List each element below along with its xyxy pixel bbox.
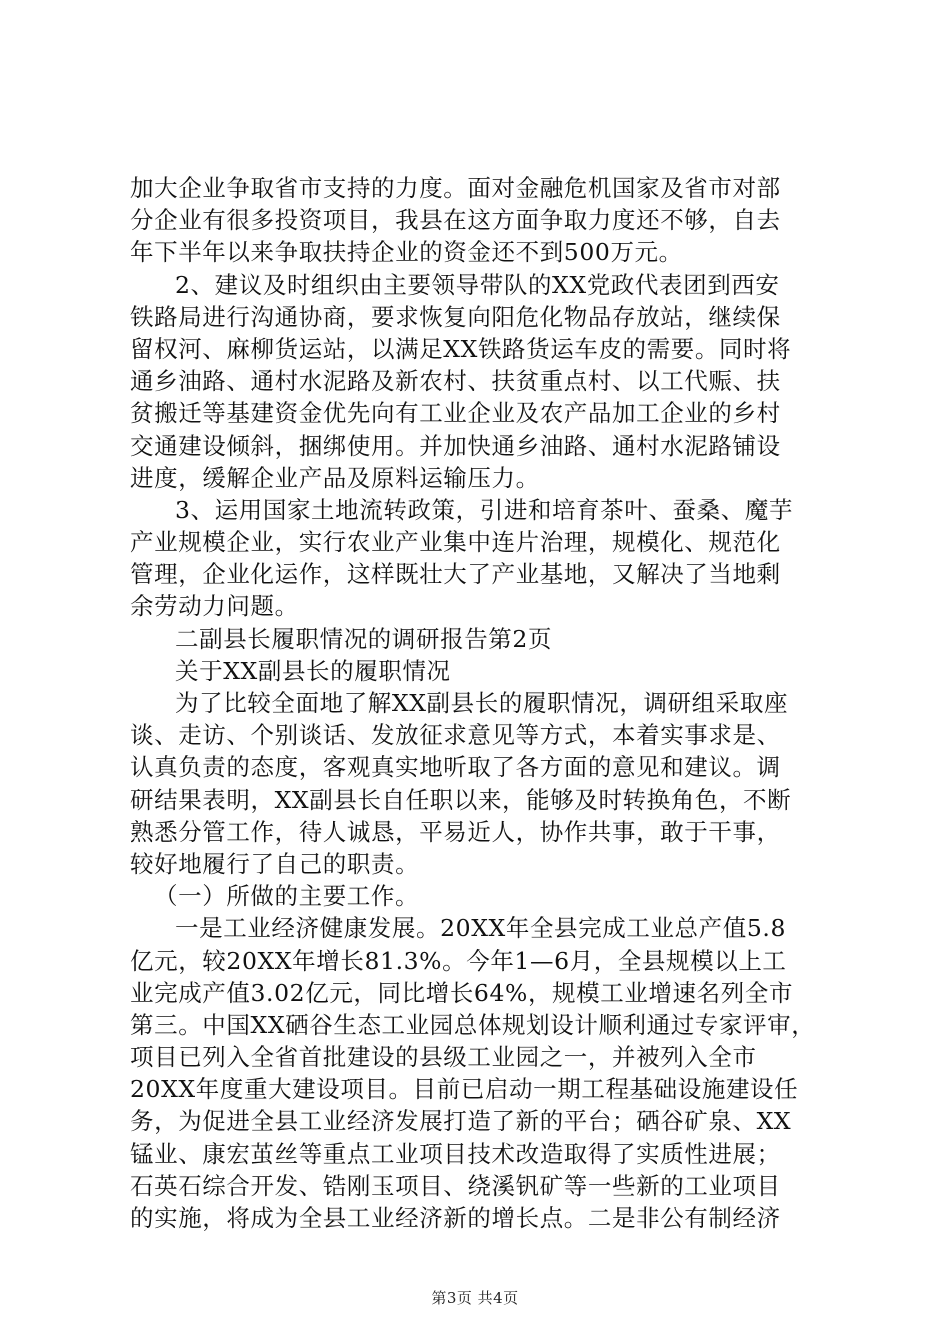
text-line: 亿元，较20XX年增长81.3%。今年1—6月，全县规模以上工 (130, 946, 787, 975)
section-heading: 二副县长履职情况的调研报告第2页 (175, 624, 553, 653)
text-line: 分企业有很多投资项目，我县在这方面争取力度还不够，自去 (130, 206, 781, 235)
text-line: 石英石综合开发、锆刚玉项目、绕溪钒矿等一些新的工业项目 (130, 1171, 781, 1200)
text-line: 业完成产值3.02亿元，同比增长64%，规模工业增速名列全市 (130, 978, 794, 1007)
page-number-footer: 第3页 共4页 (431, 1289, 519, 1307)
text-line: 贫搬迁等基建资金优先向有工业企业及农产品加工企业的乡村 (130, 399, 781, 428)
text-line: 务，为促进全县工业经济发展打造了新的平台；硒谷矿泉、XX (130, 1107, 792, 1136)
text-line: 年下半年以来争取扶持企业的资金还不到500万元。 (130, 238, 683, 267)
text-line: 认真负责的态度，客观真实地听取了各方面的意见和建议。调 (130, 753, 781, 782)
text-line: 余劳动力问题。 (130, 592, 299, 621)
text-line: 第三。中国XX硒谷生态工业园总体规划设计顺利通过专家评审， (130, 1010, 816, 1039)
text-line: 铁路局进行沟通协商，要求恢复向阳危化物品存放站，继续保 (130, 302, 781, 331)
text-line: 管理，企业化运作，这样既壮大了产业基地，又解决了当地剩 (130, 560, 781, 589)
paragraph-start-line: 2、建议及时组织由主要领导带队的XX党政代表团到西安 (175, 270, 780, 299)
subsection-heading: （一）所做的主要工作。 (154, 882, 420, 911)
text-line: 20XX年度重大建设项目。目前已启动一期工程基础设施建设任 (130, 1075, 799, 1104)
document-body (130, 172, 830, 1234)
text-line: 加大企业争取省市支持的力度。面对金融危机国家及省市对部 (130, 174, 781, 202)
text-line: 进度，缓解企业产品及原料运输压力。 (130, 463, 540, 492)
paragraph-start-line: 一是工业经济健康发展。20XX年全县完成工业总产值5.8 (175, 914, 787, 943)
text-line: 谈、走访、个别谈话、发放征求意见等方式，本着实事求是、 (130, 721, 781, 750)
paragraph-start-line: 为了比较全面地了解XX副县长的履职情况，调研组采取座 (175, 689, 789, 717)
text-line: 熟悉分管工作，待人诚恳，平易近人，协作共事，敢于干事， (130, 817, 781, 846)
text-line: 研结果表明，XX副县长自任职以来，能够及时转换角色，不断 (130, 785, 792, 814)
text-line: 交通建设倾斜，捆绑使用。并加快通乡油路、通村水泥路铺设 (130, 431, 781, 460)
text-line: 产业规模企业，实行农业产业集中连片治理，规模化、规范化 (130, 528, 781, 557)
text-line: 较好地履行了自己的职责。 (130, 849, 420, 878)
paragraph-start-line: 3、运用国家土地流转政策，引进和培育茶叶、蚕桑、魔芋 (175, 495, 794, 524)
text-line: 留权河、麻柳货运站，以满足XX铁路货运车皮的需要。同时将 (130, 334, 792, 363)
text-line: 锰业、康宏茧丝等重点工业项目技术改造取得了实质性进展； (130, 1139, 781, 1168)
text-line: 通乡油路、通村水泥路及新农村、扶贫重点村、以工代赈、扶 (130, 367, 781, 396)
section-subheading: 关于XX副县长的履职情况 (175, 656, 451, 685)
text-line: 的实施，将成为全县工业经济新的增长点。二是非公有制经济 (130, 1204, 781, 1232)
text-line: 项目已列入全省首批建设的县级工业园之一，并被列入全市 (130, 1043, 757, 1072)
